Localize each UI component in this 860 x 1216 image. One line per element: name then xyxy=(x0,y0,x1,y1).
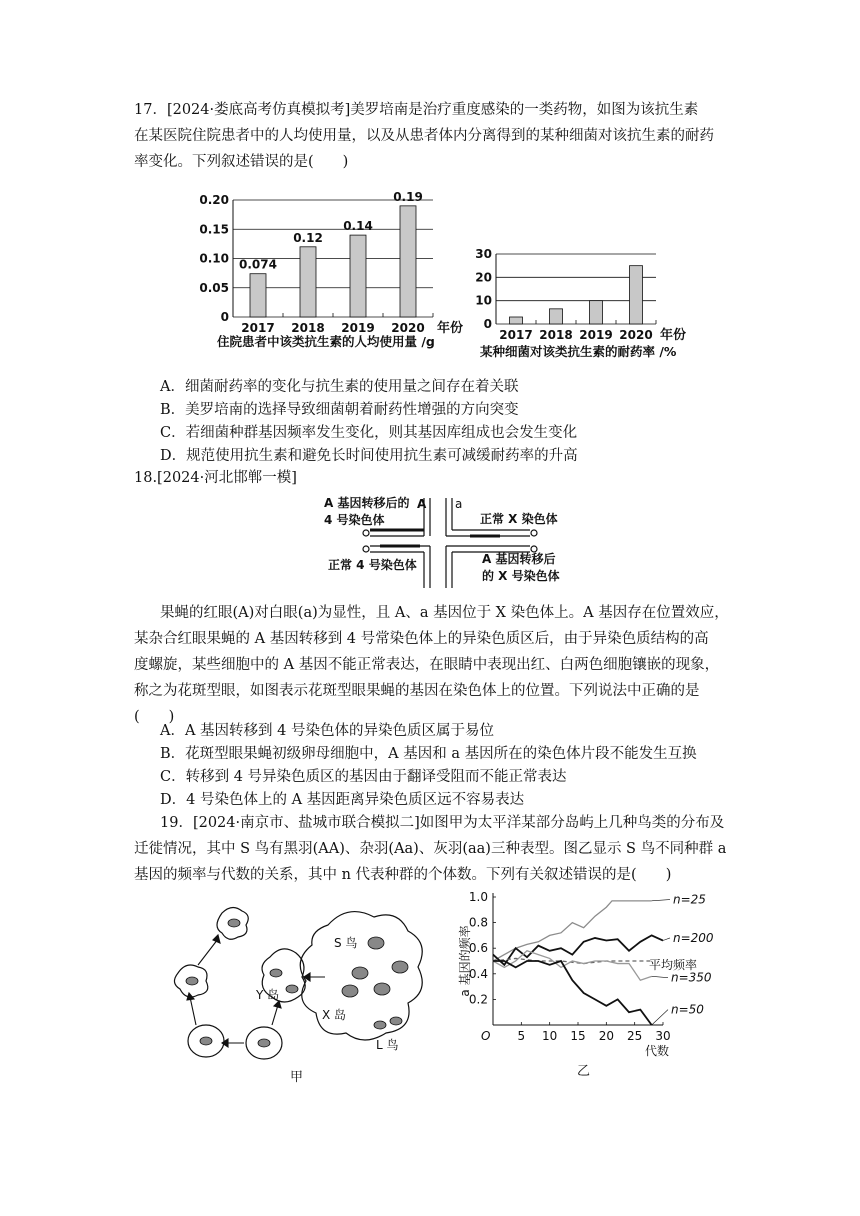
bar xyxy=(350,235,366,317)
label-bottom-right-1: A 基因转移后 xyxy=(482,552,556,566)
s-bird-icon xyxy=(374,983,390,995)
bird-icon xyxy=(258,1039,270,1047)
q18-header: 18.[2024·河北邯郸一模] xyxy=(134,470,297,486)
bird-icon xyxy=(286,985,298,993)
bar xyxy=(300,247,316,317)
x-tick-label: 5 xyxy=(517,1029,526,1043)
q17-line-2: 在某医院住院患者中的人均使用量，以及从患者体内分离得到的某种细菌对该抗生素的耐药 xyxy=(134,128,714,144)
bar xyxy=(250,274,266,317)
leader-line xyxy=(663,938,670,941)
y-axis-label: a 基因的频率 xyxy=(458,925,472,997)
series-line xyxy=(493,935,663,964)
y-tick-label: 0.4 xyxy=(468,966,488,981)
q18-option-d[interactable]: D．4 号染色体上的 A 基因距离异染色质区远不容易表达 xyxy=(160,792,525,808)
y-tick-label: 0.15 xyxy=(199,222,229,237)
data-label: 0.074 xyxy=(239,257,277,272)
x-tick-label: 2017 xyxy=(241,321,275,335)
series-label: n=350 xyxy=(671,970,712,985)
bird-icon xyxy=(200,1037,212,1045)
leader-line xyxy=(652,976,668,977)
x-tick-label: 2020 xyxy=(619,328,653,342)
q18-line-1: 果蝇的红眼(A)对白眼(a)为显性，且 A、a 基因位于 X 染色体上。A 基因存在位置效应， xyxy=(160,605,729,621)
label-bottom-right-2: 的 X 号染色体 xyxy=(482,569,560,583)
q18-line-2: 某杂合红眼果蝇的 A 基因转移到 4 号常染色体上的异染色质区后，由于异染色质结构的高 xyxy=(134,631,709,647)
x-tick-label: 2017 xyxy=(499,328,533,342)
y-tick-label: 0.05 xyxy=(199,280,229,295)
x-tick-label: 2019 xyxy=(341,321,375,335)
island-map-figure xyxy=(160,895,450,1095)
origin-label: O xyxy=(481,1029,491,1043)
q17-option-a[interactable]: A．细菌耐药率的变化与抗生素的使用量之间存在着关联 xyxy=(160,379,519,395)
bar xyxy=(590,301,603,324)
leader-line xyxy=(652,1010,668,1025)
x-tick-label: 2019 xyxy=(579,328,613,342)
q17-option-c[interactable]: C．若细菌种群基因频率发生变化，则其基因库组成也会发生变化 xyxy=(160,425,578,441)
label-s-bird: S 鸟 xyxy=(334,936,358,950)
label-top-left-1: A 基因转移后的 xyxy=(324,496,410,510)
q19-line-3: 基因的频率与代数的关系，其中 n 代表种群的个体数。下列有关叙述错误的是( ) xyxy=(134,867,672,883)
x-tick-label: 2020 xyxy=(391,321,425,335)
x-axis-label: 年份 xyxy=(660,328,687,343)
q17-line-1: 17．[2024·娄底高考仿真模拟考]美罗培南是治疗重度感染的一类药物，如图为该抗生素 xyxy=(134,102,699,118)
label-gene-A: A xyxy=(417,497,427,511)
q19-line-1: 19．[2024·南京市、盐城市联合模拟二]如图甲为太平洋某部分岛屿上几种鸟类的分布及 xyxy=(160,815,725,831)
bird-icon xyxy=(228,919,240,927)
label-x-island: X 岛 xyxy=(322,1008,347,1022)
label-y-island: Y 岛 xyxy=(256,988,280,1002)
data-label: 0.14 xyxy=(343,219,373,234)
l-bird-icon xyxy=(390,1017,402,1025)
leader-line xyxy=(652,900,670,901)
y-tick-label: 30 xyxy=(475,247,492,261)
bird-icon xyxy=(186,977,198,985)
y-tick-label: 0.6 xyxy=(468,941,488,956)
x-tick-label: 30 xyxy=(655,1029,671,1043)
x-axis-label: 年份 xyxy=(437,321,464,336)
caption-jia: 甲 xyxy=(290,1070,304,1085)
label-gene-a: a xyxy=(455,497,463,511)
bar xyxy=(400,206,416,317)
chromosome-diagram xyxy=(320,492,570,592)
series-line xyxy=(493,961,652,1025)
series-label: n=50 xyxy=(671,1002,704,1017)
q17-option-d[interactable]: D．规范使用抗生素和避免长时间使用抗生素可减缓耐药率的升高 xyxy=(160,448,578,464)
x-tick-label: 15 xyxy=(570,1029,586,1043)
s-bird-icon xyxy=(392,961,408,973)
data-label: 0.19 xyxy=(393,189,423,204)
q18-line-5: ( ) xyxy=(134,709,175,725)
series-label: 平均频率 xyxy=(649,958,698,972)
bar xyxy=(550,309,563,324)
s-bird-icon xyxy=(342,985,358,997)
chart-caption: 住院患者中该类抗生素的人均使用量 /g xyxy=(217,334,435,349)
y-tick-label: 10 xyxy=(475,293,492,308)
x-tick-label: 20 xyxy=(598,1029,614,1043)
data-label: 0.12 xyxy=(293,230,323,245)
q18-option-b[interactable]: B．花斑型眼果蝇初级卵母细胞中，A 基因和 a 基因所在的染色体片段不能发生互换 xyxy=(160,746,697,762)
y-tick-label: 20 xyxy=(475,270,492,285)
label-l-bird: L 鸟 xyxy=(376,1038,399,1052)
q18-option-a[interactable]: A．A 基因转移到 4 号染色体的异染色质区属于易位 xyxy=(160,723,494,739)
chart-caption: 某种细菌对该类抗生素的耐药率 /% xyxy=(480,344,677,359)
series-line xyxy=(493,901,652,961)
y-tick-label: 0.8 xyxy=(468,915,488,930)
bar xyxy=(630,266,643,324)
chart-resistance-rate xyxy=(470,245,700,360)
q18-option-c[interactable]: C．转移到 4 号异染色质区的基因由于翻译受阻而不能正常表达 xyxy=(160,769,567,785)
label-top-left-2: 4 号染色体 xyxy=(324,513,385,527)
q17-line-3: 率变化。下列叙述错误的是( ) xyxy=(134,154,349,170)
x-tick-label: 2018 xyxy=(539,328,573,342)
x-axis-label: 代数 xyxy=(645,1044,670,1058)
y-tick-label: 0.2 xyxy=(468,992,488,1007)
q17-option-b[interactable]: B．美罗培南的选择导致细菌朝着耐药性增强的方向突变 xyxy=(160,402,519,418)
y-tick-label: 0.10 xyxy=(199,251,229,266)
y-tick-label: 0 xyxy=(483,317,492,331)
chart-gene-frequency xyxy=(455,885,740,1090)
y-tick-label: 1.0 xyxy=(468,890,488,904)
x-tick-label: 2018 xyxy=(291,321,325,335)
chart-antibiotic-usage xyxy=(195,180,465,355)
label-bottom-left: 正常 4 号染色体 xyxy=(328,558,417,572)
l-bird-icon xyxy=(374,1021,386,1029)
bird-icon xyxy=(270,969,282,977)
series-label: n=200 xyxy=(673,930,714,945)
q18-line-3: 度螺旋，某些细胞中的 A 基因不能正常表达，在眼睛中表现出红、白两色细胞镶嵌的现象， xyxy=(134,657,720,673)
x-tick-label: 25 xyxy=(627,1029,643,1043)
s-bird-icon xyxy=(368,937,384,949)
caption-yi: 乙 xyxy=(577,1064,591,1079)
q19-line-2: 迁徙情况，其中 S 鸟有黑羽(AA)、杂羽(Aa)、灰羽(aa)三种表型。图乙显示 S 鸟不同种群 a xyxy=(134,841,727,857)
y-tick-label: 0.20 xyxy=(199,193,229,207)
y-tick-label: 0 xyxy=(220,310,229,324)
label-top-right: 正常 X 染色体 xyxy=(480,512,558,526)
series-label: n=25 xyxy=(673,892,706,907)
q18-line-4: 称之为花斑型眼，如图表示花斑型眼果蝇的基因在染色体上的位置。下列说法中正确的是 xyxy=(134,683,700,699)
s-bird-icon xyxy=(352,967,368,979)
x-tick-label: 10 xyxy=(542,1029,558,1043)
bar xyxy=(510,317,523,324)
